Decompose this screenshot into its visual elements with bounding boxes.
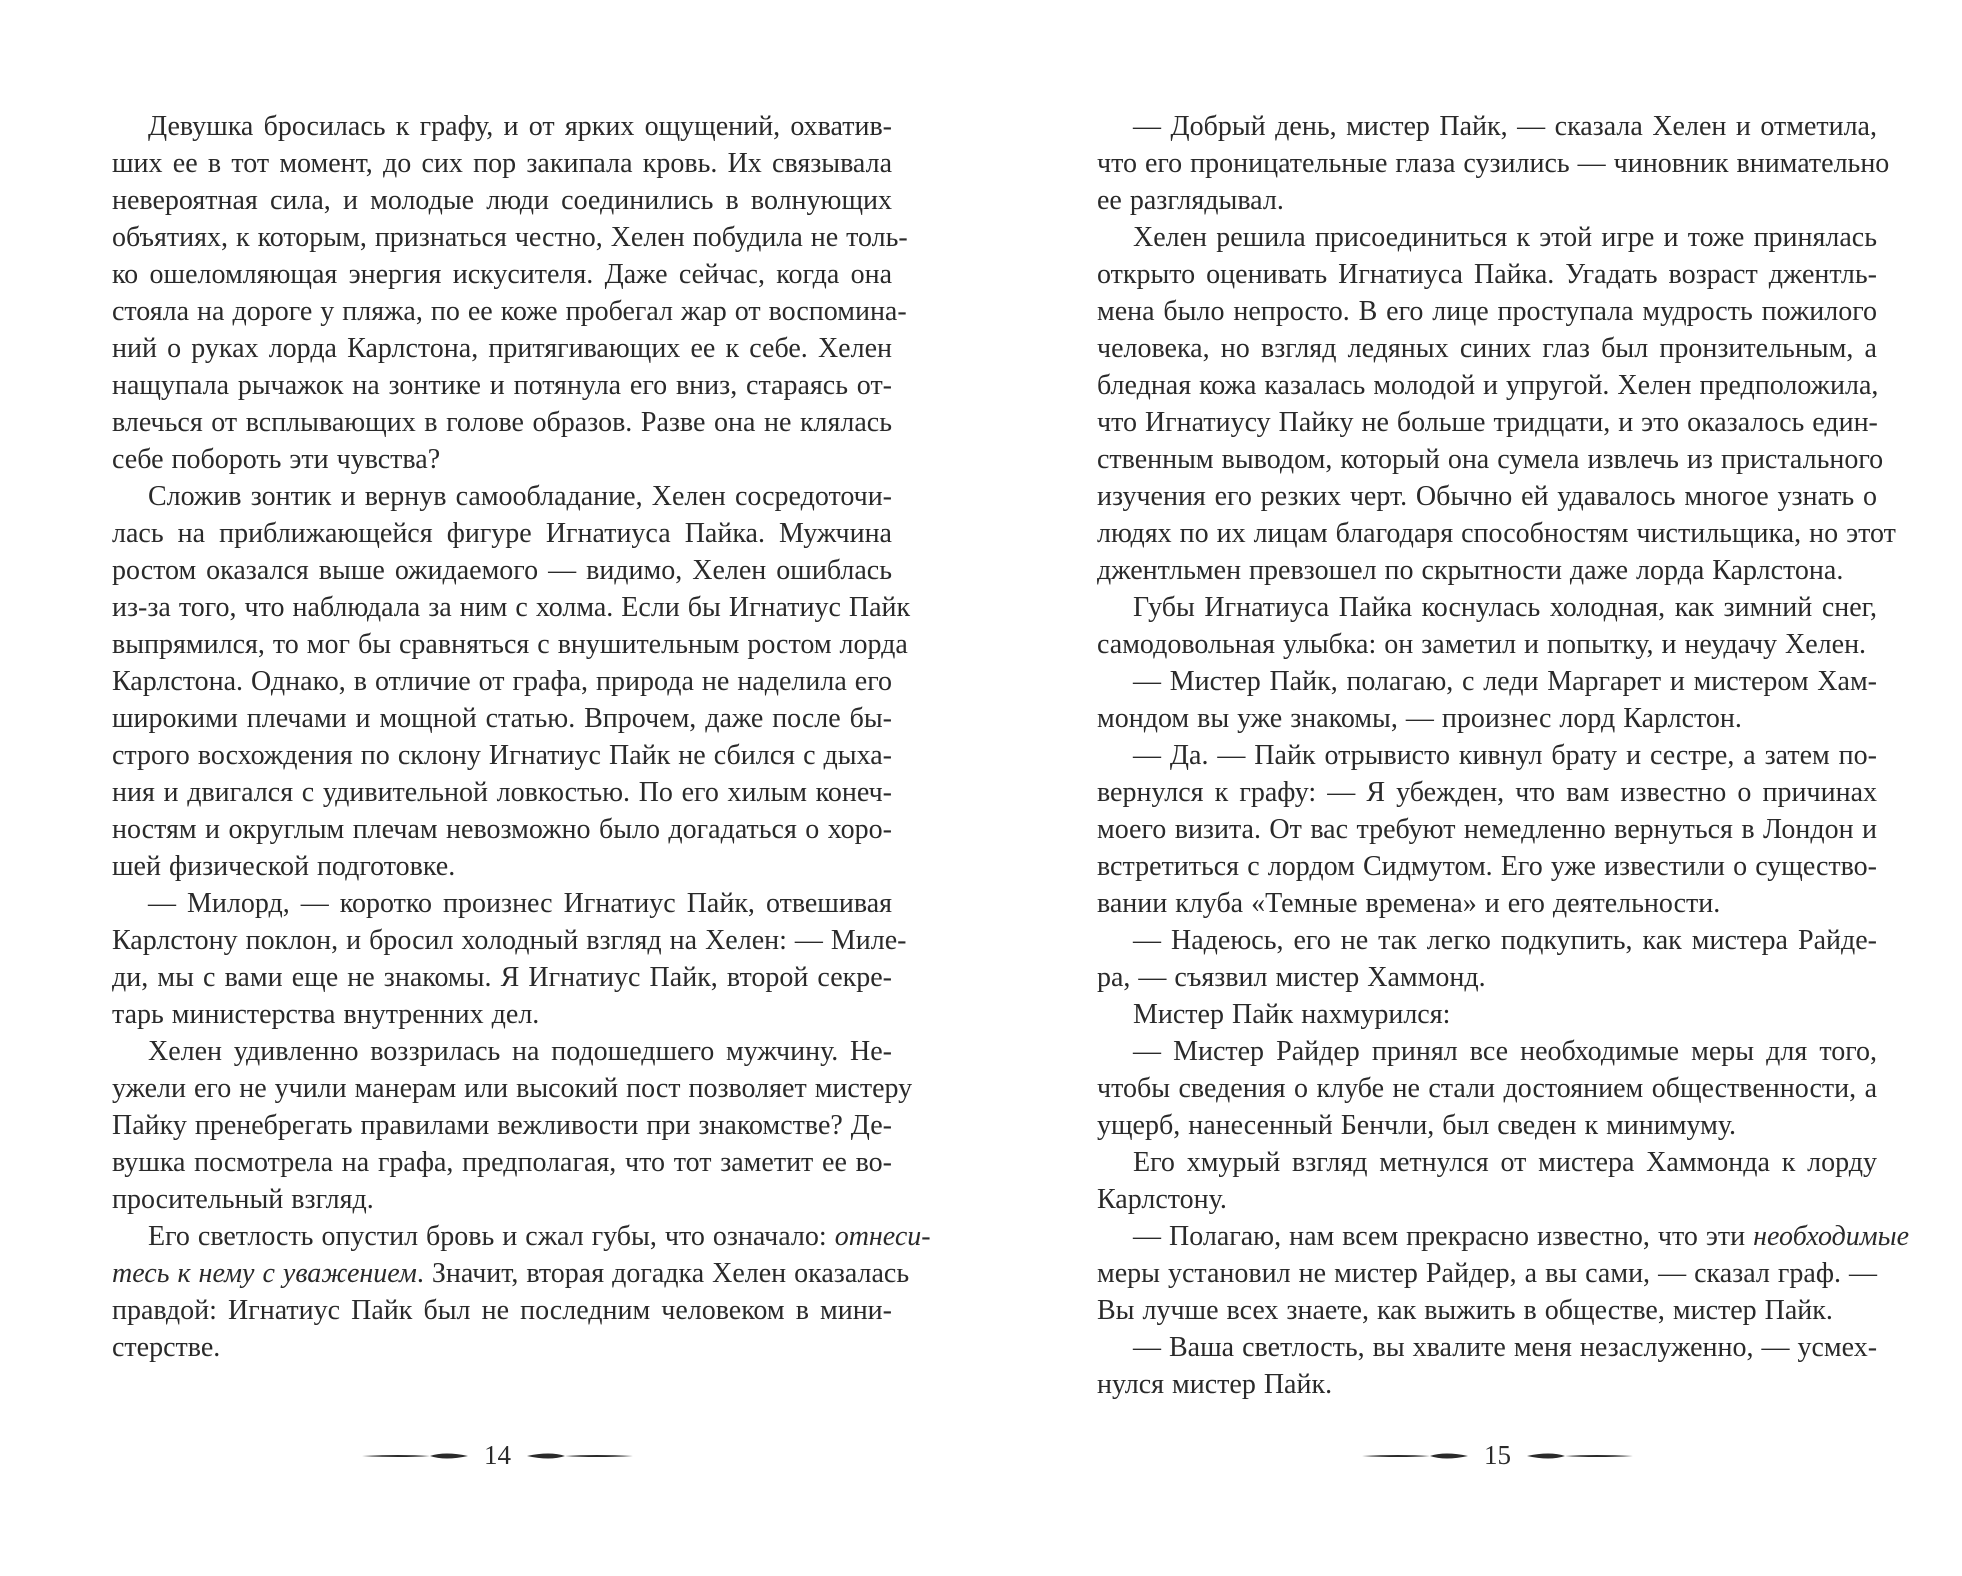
text-line bbox=[112, 774, 892, 811]
line-text: ее разглядывал. bbox=[1097, 185, 1284, 216]
text-line bbox=[112, 1218, 931, 1255]
text-line bbox=[1097, 1255, 1877, 1292]
line-text: Его хмурый взгляд метнулся от мистера Хаммонда к лорду bbox=[1133, 1147, 1877, 1178]
text-line bbox=[1097, 885, 1877, 922]
text-line bbox=[112, 1181, 892, 1218]
line-text: ущерб, нанесенный Бенчли, был сведен к минимуму. bbox=[1097, 1110, 1737, 1141]
line-text: Хелен удивленно воззрилась на подошедшего мужчину. Не- bbox=[148, 1036, 892, 1067]
line-text: ди, мы с вами еще не знакомы. Я Игнатиус Пайк, второй секре- bbox=[112, 962, 892, 993]
line-text: Пайку пренебрегать правилами вежливости при знакомстве? Де- bbox=[112, 1110, 892, 1141]
line-text: Вы лучше всех знаете, как выжить в обществе, мистер Пайк. bbox=[1097, 1295, 1833, 1326]
line-text: просительный взгляд. bbox=[112, 1184, 374, 1215]
text-line bbox=[1097, 663, 1877, 700]
text-line bbox=[1097, 330, 1877, 367]
text-line bbox=[1097, 1329, 1877, 1366]
page-number-right: 15 bbox=[1484, 1440, 1511, 1470]
line-text: вушка посмотрела на графа, предполагая, что тот заметит ее во- bbox=[112, 1147, 892, 1178]
text-line bbox=[112, 478, 892, 515]
line-text: чтобы сведения о клубе не стали достоянием общественности, а bbox=[1097, 1073, 1877, 1104]
line-text: моего визита. От вас требуют немедленно вернуться в Лондон и bbox=[1097, 814, 1877, 845]
text-line bbox=[1097, 1218, 1909, 1255]
line-text: Хелен решила присоединиться к этой игре и тоже принялась bbox=[1133, 222, 1877, 253]
text-line bbox=[1097, 515, 1896, 552]
text-line bbox=[1097, 145, 1890, 182]
line-text: встретиться с лордом Сидмутом. Его уже известили о существо- bbox=[1097, 851, 1877, 882]
line-text: Карлстону. bbox=[1097, 1184, 1227, 1215]
text-line bbox=[1097, 367, 1877, 404]
line-text: вернулся к графу: — Я убежден, что вам известно о причинах bbox=[1097, 777, 1877, 808]
line-text: тарь министерства внутренних дел. bbox=[112, 999, 540, 1030]
line-text: — Да. — Пайк отрывисто кивнул брату и сестре, а затем по- bbox=[1133, 740, 1877, 771]
text-line bbox=[112, 663, 892, 700]
line-text: ко ошеломляющая энергия искусителя. Даже сейчас, когда она bbox=[112, 259, 892, 290]
line-text: вании клуба «Темные времена» и его деятельности. bbox=[1097, 888, 1721, 919]
line-text: выпрямился, то мог бы сравняться с внушительным ростом лорда bbox=[112, 629, 908, 660]
line-text: нулся мистер Пайк. bbox=[1097, 1369, 1333, 1400]
line-text: Сложив зонтик и вернув самообладание, Хелен сосредоточи- bbox=[148, 481, 892, 512]
text-line bbox=[112, 1255, 910, 1292]
text-line bbox=[1097, 552, 1877, 589]
flourish-right-icon bbox=[1525, 1449, 1635, 1463]
emphasis-text: тесь к нему с уважением bbox=[112, 1258, 417, 1289]
flourish-left-icon bbox=[1360, 1449, 1470, 1463]
line-text: широкими плечами и мощной статью. Впрочем, даже после бы- bbox=[112, 703, 892, 734]
text-line bbox=[112, 1107, 892, 1144]
text-line bbox=[112, 626, 908, 663]
text-line bbox=[1097, 256, 1877, 293]
text-line bbox=[112, 1033, 892, 1070]
line-text: ния и двигался с удивительной ловкостью. По его хилым конеч- bbox=[112, 777, 892, 808]
text-line bbox=[112, 441, 892, 478]
right-page-footer bbox=[1360, 1440, 1635, 1471]
text-line bbox=[112, 404, 892, 441]
text-line bbox=[1097, 737, 1877, 774]
text-line bbox=[1097, 1107, 1877, 1144]
text-line bbox=[1097, 626, 1877, 663]
text-line bbox=[1097, 108, 1877, 145]
text-line bbox=[1097, 922, 1877, 959]
line-text: открыто оценивать Игнатиуса Пайка. Угадать возраст джентль- bbox=[1097, 259, 1877, 290]
text-line bbox=[112, 108, 892, 145]
text-line bbox=[112, 996, 892, 1033]
text-line bbox=[1097, 1070, 1877, 1107]
line-text: ностям и округлым плечам невозможно было догадаться о хоро- bbox=[112, 814, 892, 845]
text-line bbox=[112, 515, 892, 552]
text-line bbox=[1097, 848, 1877, 885]
line-text: Карлстона. Однако, в отличие от графа, природа не наделила его bbox=[112, 666, 892, 697]
line-text: — Полагаю, нам всем прекрасно известно, что эти bbox=[1133, 1221, 1754, 1252]
line-text: ростом оказался выше ожидаемого — видимо, Хелен ошиблась bbox=[112, 555, 892, 586]
line-text: строго восхождения по склону Игнатиус Пайк не сбился с дыха- bbox=[112, 740, 892, 771]
line-text: Мистер Пайк нахмурился: bbox=[1133, 999, 1451, 1030]
page-number-left: 14 bbox=[484, 1440, 511, 1470]
flourish-right-icon bbox=[525, 1449, 635, 1463]
line-text: влечься от всплывающих в голове образов. Разве она не клялась bbox=[112, 407, 892, 438]
text-line bbox=[112, 737, 892, 774]
text-line bbox=[112, 330, 892, 367]
text-line bbox=[1097, 478, 1877, 515]
line-text: . Значит, вторая догадка Хелен оказалась bbox=[416, 1258, 910, 1289]
text-line bbox=[1097, 1181, 1877, 1218]
text-line bbox=[112, 589, 911, 626]
text-line bbox=[112, 1144, 892, 1181]
text-line bbox=[1097, 700, 1877, 737]
line-text: мондом вы уже знакомы, — произнес лорд Карлстон. bbox=[1097, 703, 1742, 734]
line-text: Губы Игнатиуса Пайка коснулась холодная, как зимний снег, bbox=[1133, 592, 1877, 623]
line-text: из-за того, что наблюдала за ним с холма. Если бы Игнатиус Пайк bbox=[112, 592, 911, 623]
line-text: шей физической подготовке. bbox=[112, 851, 456, 882]
line-text: — Надеюсь, его не так легко подкупить, как мистера Райде- bbox=[1133, 925, 1877, 956]
text-line bbox=[112, 367, 892, 404]
emphasis-text: отнеси- bbox=[834, 1221, 931, 1252]
line-text: ужели его не учили манерам или высокий пост позволяет мистеру bbox=[112, 1073, 913, 1104]
text-line bbox=[112, 552, 892, 589]
text-line bbox=[1097, 219, 1877, 256]
line-text: мена было непросто. В его лице проступала мудрость пожилого bbox=[1097, 296, 1877, 327]
text-line bbox=[1097, 404, 1877, 441]
line-text: — Мистер Пайк, полагаю, с леди Маргарет и мистером Хам- bbox=[1133, 666, 1877, 697]
text-line bbox=[1097, 1033, 1877, 1070]
text-line bbox=[112, 293, 907, 330]
line-text: ний о руках лорда Карлстона, притягивающих ее к себе. Хелен bbox=[112, 333, 892, 364]
line-text: что его проницательные глаза сузились — чиновник внимательно bbox=[1097, 148, 1890, 179]
line-text: себе побороть эти чувства? bbox=[112, 444, 441, 475]
flourish-left-icon bbox=[360, 1449, 470, 1463]
line-text: стояла на дороге у пляжа, по ее коже пробегал жар от воспомина- bbox=[112, 296, 907, 327]
line-text: что Игнатиусу Пайку не больше тридцати, и это оказалось един- bbox=[1097, 407, 1878, 438]
line-text: джентльмен превзошел по скрытности даже лорда Карлстона. bbox=[1097, 555, 1844, 586]
line-text: нащупала рычажок на зонтике и потянула его вниз, стараясь от- bbox=[112, 370, 892, 401]
text-line bbox=[1097, 293, 1877, 330]
text-line bbox=[112, 182, 892, 219]
left-page-body bbox=[112, 108, 931, 1366]
text-line bbox=[1097, 441, 1884, 478]
text-line bbox=[112, 1329, 892, 1366]
line-text: человека, но взгляд ледяных синих глаз был пронзительным, а bbox=[1097, 333, 1877, 364]
line-text: объятиях, к которым, признаться честно, Хелен побудила не толь- bbox=[112, 222, 908, 253]
text-line bbox=[112, 1070, 913, 1107]
text-line bbox=[112, 219, 908, 256]
line-text: Его светлость опустил бровь и сжал губы, что означало: bbox=[148, 1221, 835, 1252]
text-line bbox=[1097, 774, 1877, 811]
text-line bbox=[112, 256, 892, 293]
text-line bbox=[112, 811, 892, 848]
line-text: невероятная сила, и молодые люди соединились в волнующих bbox=[112, 185, 892, 216]
line-text: — Добрый день, мистер Пайк, — сказала Хелен и отметила, bbox=[1133, 111, 1877, 142]
text-line bbox=[1097, 589, 1877, 626]
text-line bbox=[112, 922, 907, 959]
line-text: правдой: Игнатиус Пайк был не последним человеком в мини- bbox=[112, 1295, 892, 1326]
text-line bbox=[112, 959, 892, 996]
text-line bbox=[1097, 811, 1877, 848]
left-page-footer bbox=[360, 1440, 635, 1471]
text-line bbox=[112, 700, 892, 737]
line-text: Девушка бросилась к графу, и от ярких ощущений, охватив- bbox=[148, 111, 892, 142]
line-text: — Милорд, — коротко произнес Игнатиус Пайк, отвешивая bbox=[148, 888, 892, 919]
line-text: — Ваша светлость, вы хвалите меня незаслуженно, — усмех- bbox=[1133, 1332, 1878, 1363]
line-text: ственным выводом, который она сумела извлечь из пристального bbox=[1097, 444, 1884, 475]
text-line bbox=[1097, 1292, 1877, 1329]
text-line bbox=[112, 885, 892, 922]
line-text: ра, — съязвил мистер Хаммонд. bbox=[1097, 962, 1486, 993]
line-text: бледная кожа казалась молодой и упругой. Хелен предположила, bbox=[1097, 370, 1879, 401]
right-page-body bbox=[1097, 108, 1909, 1403]
line-text: самодовольная улыбка: он заметил и попытку, и неудачу Хелен. bbox=[1097, 629, 1867, 660]
emphasis-text: необходимые bbox=[1753, 1221, 1909, 1252]
line-text: изучения его резких черт. Обычно ей удавалось многое узнать о bbox=[1097, 481, 1877, 512]
line-text: — Мистер Райдер принял все необходимые меры для того, bbox=[1133, 1036, 1877, 1067]
line-text: меры установил не мистер Райдер, а вы сами, — сказал граф. — bbox=[1097, 1258, 1877, 1289]
text-line bbox=[112, 1292, 892, 1329]
text-line bbox=[1097, 1366, 1877, 1403]
text-line bbox=[112, 848, 892, 885]
text-line bbox=[1097, 1144, 1877, 1181]
text-line bbox=[1097, 182, 1877, 219]
line-text: людях по их лицам благодаря способностям чистильщика, но этот bbox=[1097, 518, 1896, 549]
text-line bbox=[112, 145, 892, 182]
text-line bbox=[1097, 996, 1877, 1033]
line-text: ших ее в тот момент, до сих пор закипала кровь. Их связывала bbox=[112, 148, 892, 179]
line-text: стерстве. bbox=[112, 1332, 221, 1363]
line-text: лась на приближающейся фигуре Игнатиуса Пайка. Мужчина bbox=[112, 518, 892, 549]
text-line bbox=[1097, 959, 1877, 996]
line-text: Карлстону поклон, и бросил холодный взгляд на Хелен: — Миле- bbox=[112, 925, 907, 956]
